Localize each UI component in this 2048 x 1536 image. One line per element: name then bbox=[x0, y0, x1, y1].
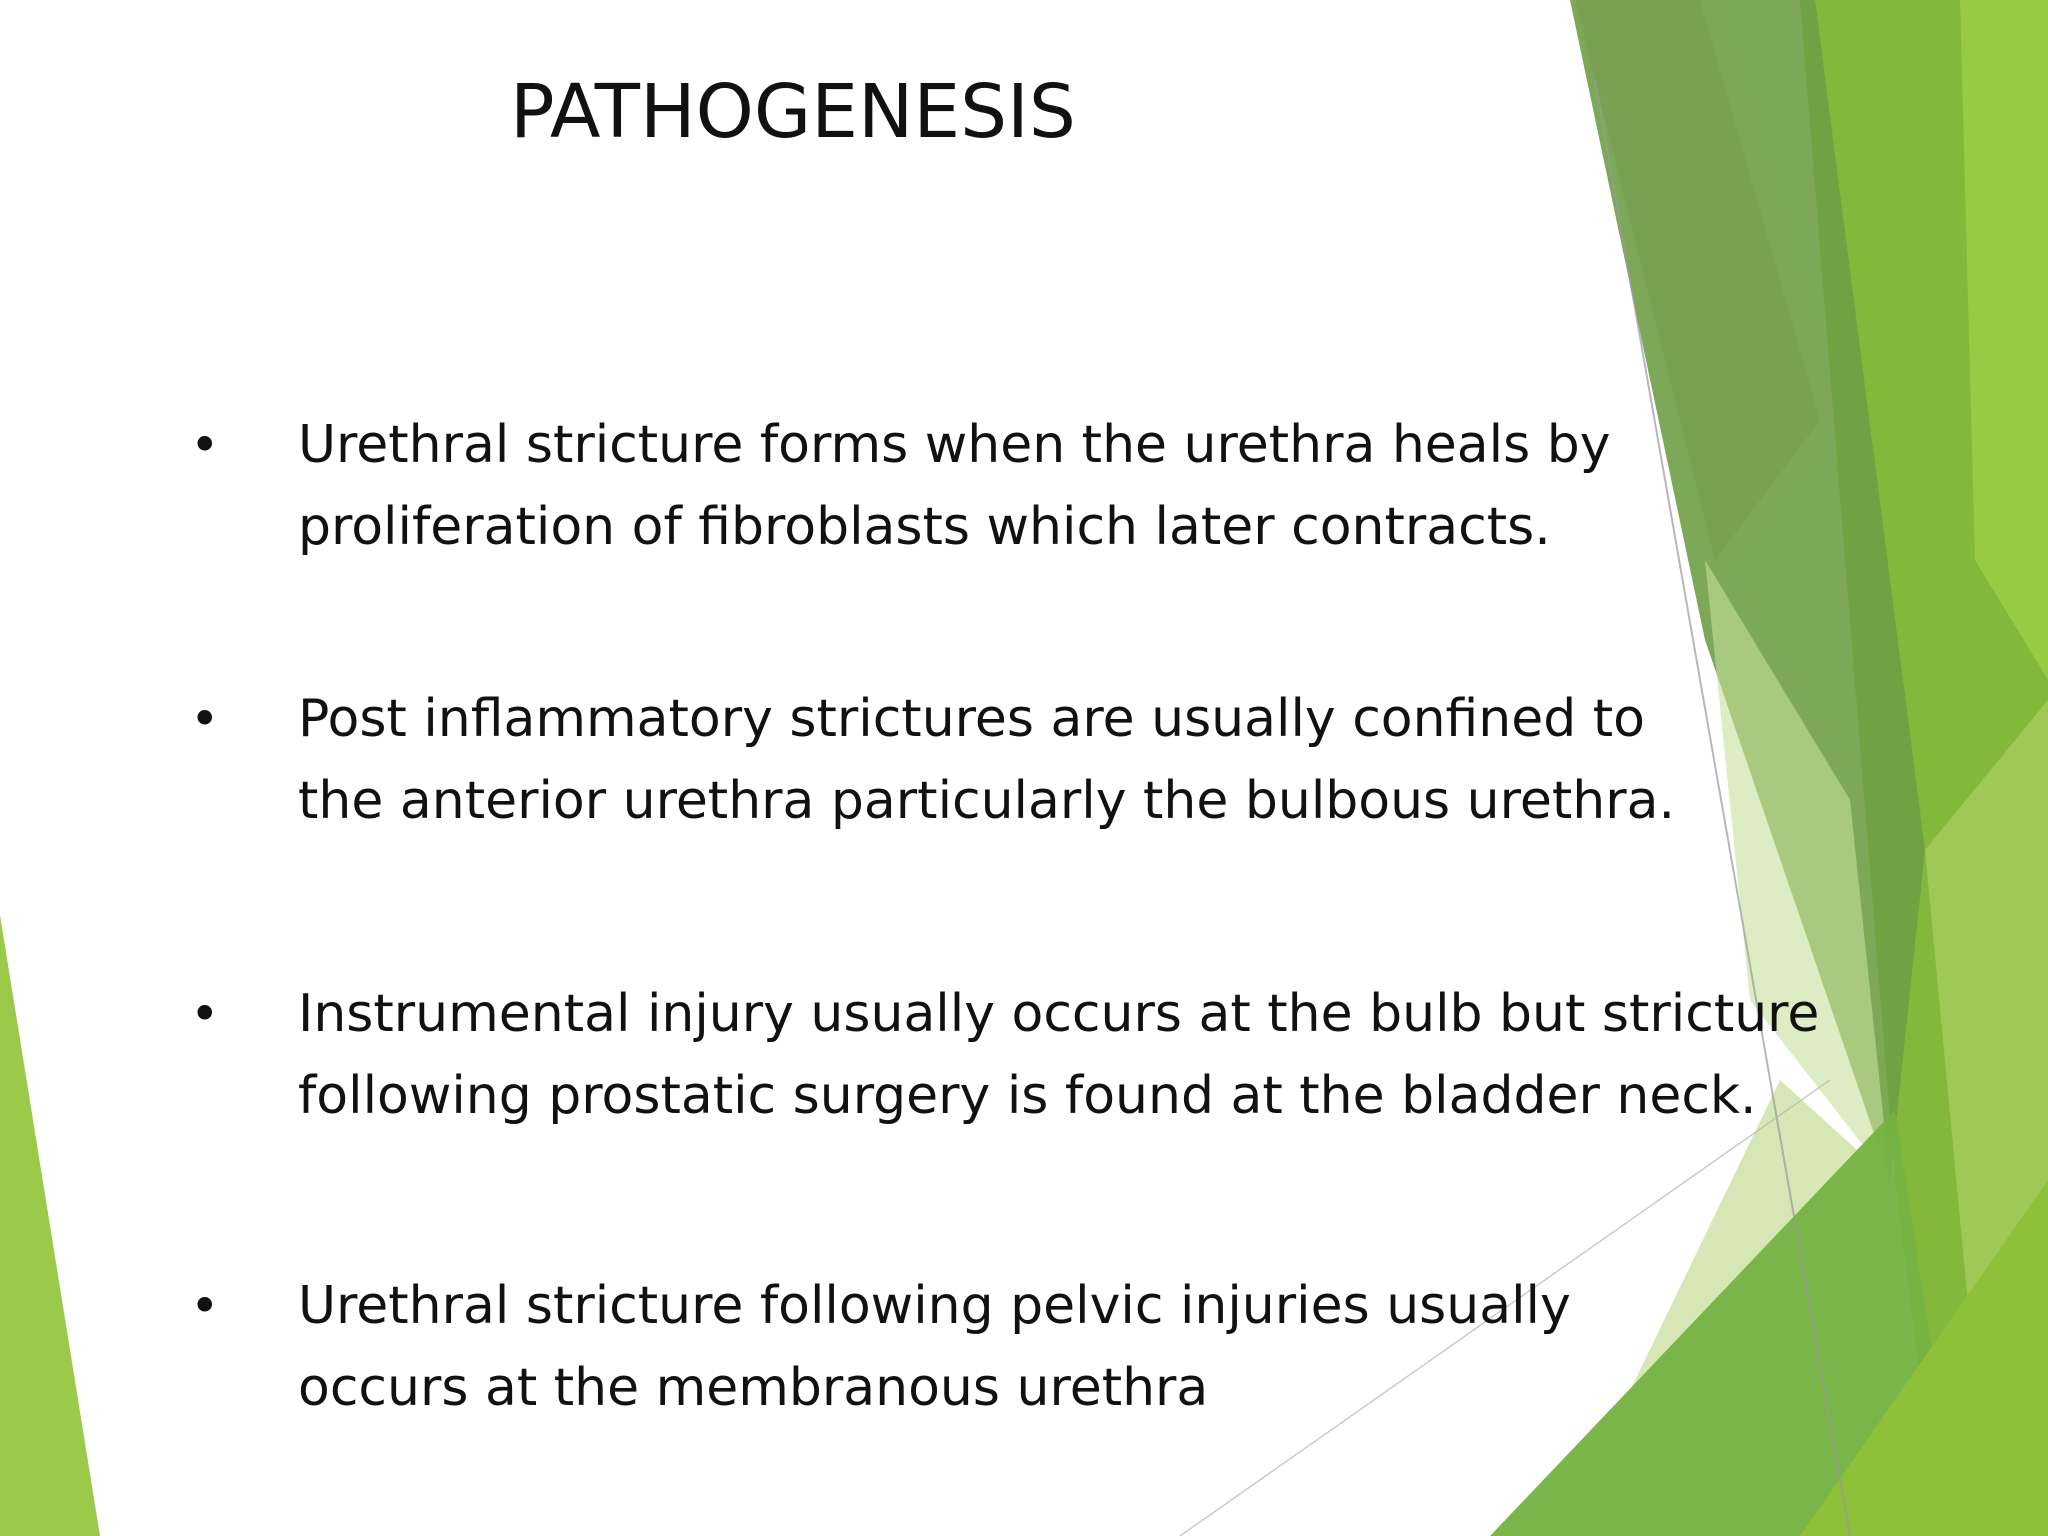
bullet-marker: • bbox=[190, 416, 220, 474]
bullet-marker: • bbox=[190, 985, 220, 1043]
bullet-text: Instrumental injury usually occurs at the bulb but stricture following prostatic surgery is found at the bladder neck. bbox=[298, 984, 1820, 1126]
bullet-text: Urethral stricture forms when the urethra heals by proliferation of fibroblasts which later contracts. bbox=[298, 415, 1611, 557]
slide-title: PATHOGENESIS bbox=[510, 69, 1076, 155]
left-green-facet bbox=[0, 915, 100, 1536]
bullet-marker: • bbox=[190, 690, 220, 748]
bullet-text: Urethral stricture following pelvic injuries usually occurs at the membranous urethra bbox=[298, 1276, 1571, 1418]
bullet-marker: • bbox=[190, 1277, 220, 1335]
bullet-text: Post inflammatory strictures are usually confined to the anterior urethra particularly the bulbous urethra. bbox=[298, 689, 1675, 831]
